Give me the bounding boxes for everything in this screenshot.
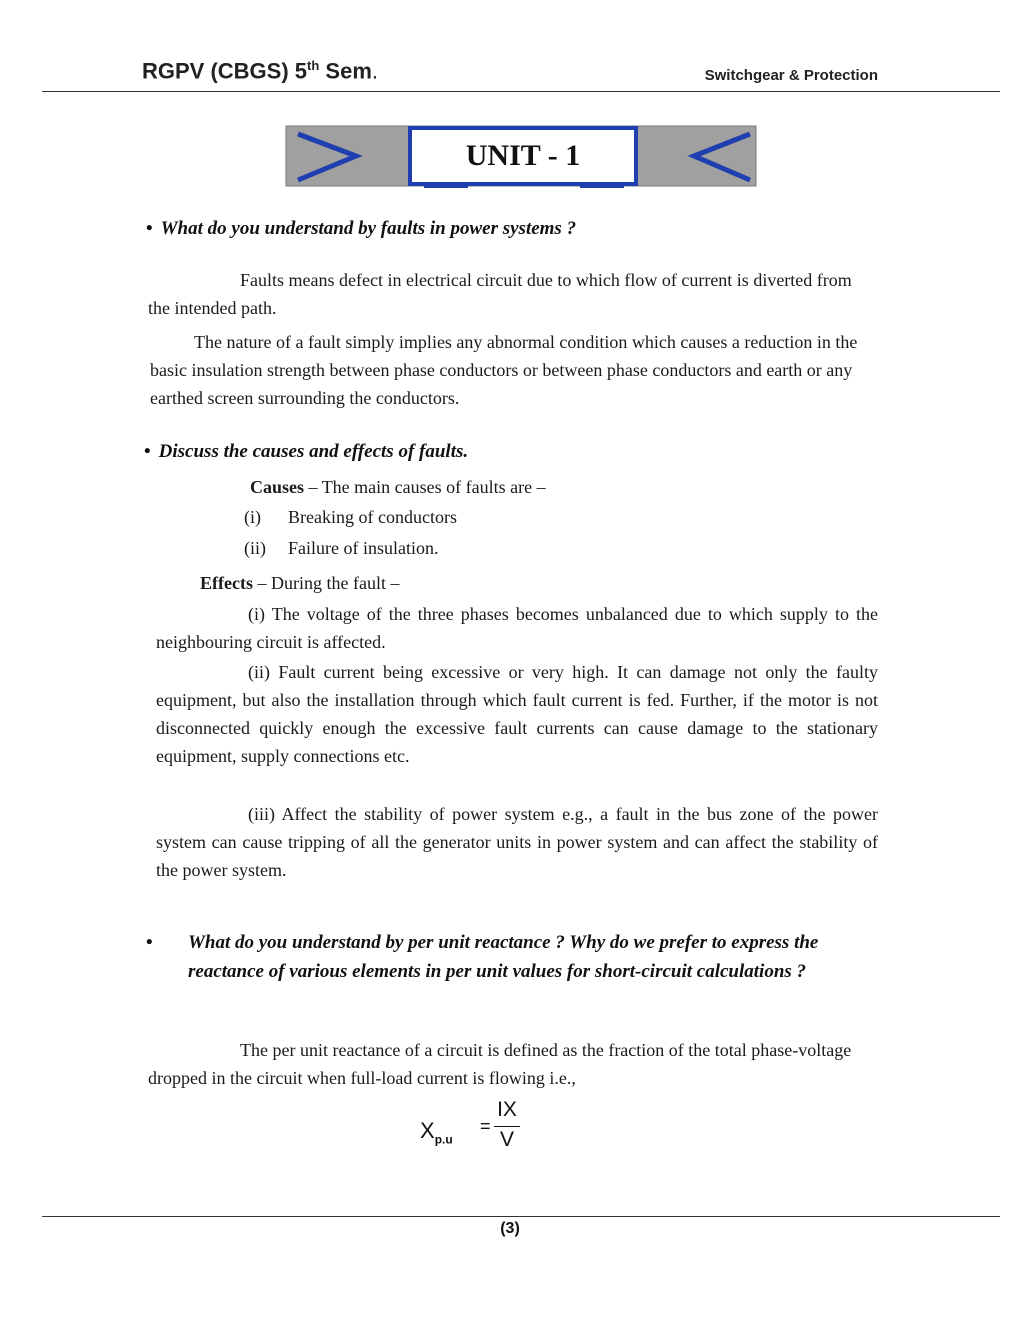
formula-denominator: V	[499, 1128, 514, 1151]
cause-item-1: (i) Breaking of conductors	[244, 507, 457, 527]
bullet-icon: •	[144, 441, 151, 462]
paragraph-per-unit-definition: The per unit reactance of a circuit is defined as the fraction of the total phase-voltage dropped in the circuit when full-load current is flowing i.e.,	[148, 1040, 852, 1088]
header-subject: Switchgear & Protection	[704, 67, 878, 84]
formula-lhs: $X_{p.u}$	[420, 1118, 453, 1147]
cause-item-2: (ii) Failure of insulation.	[244, 538, 439, 558]
paragraph-fault-nature: The nature of a fault simply implies any abnormal condition which causes a reduction in the basic insulation strength between phase conductors or between phase conductors and earth or any earthed screen surrounding the conductors.	[150, 332, 858, 408]
header-divider	[42, 91, 1000, 92]
header-course: RGPV (CBGS) 5th Sem.	[142, 58, 379, 84]
fraction-bar	[494, 1126, 520, 1127]
effects-intro: Effects – During the fault –	[200, 573, 400, 593]
paragraph-fault-definition: Faults means defect in electrical circuit due to which flow of current is diverted from the intended path.	[148, 270, 852, 318]
question-faults: • What do you understand by faults in power systems ?	[146, 218, 577, 239]
unit-title: UNIT - 1	[465, 139, 581, 172]
question-per-unit-reactance: • What do you understand by per unit reactance ? Why do we prefer to express the reactance of various elements in per unit values for short-circuit calculations ?	[146, 928, 886, 986]
causes-intro: Causes – The main causes of faults are –	[250, 477, 546, 497]
effect-item-3: (iii) Affect the stability of power system e.g., a fault in the bus zone of the power system can cause tripping of all the generator units in power system and can affect the stability of the power system.	[156, 804, 878, 880]
page-number: (3)	[500, 1220, 520, 1237]
footer-divider	[42, 1216, 1000, 1217]
formula-equals: =	[480, 1116, 491, 1136]
bullet-icon: •	[146, 218, 153, 239]
bullet-icon: •	[146, 932, 153, 953]
question-causes-effects: • Discuss the causes and effects of faults.	[144, 441, 469, 462]
formula-numerator: IX	[497, 1098, 517, 1121]
effect-item-2: (ii) Fault current being excessive or very high. It can damage not only the faulty equipment, but also the installation through which fault current is fed. Further, if the motor is not disconnected quickly enough the excessive fault currents can cause damage to the stationary equipment, supply connections etc.	[156, 662, 878, 766]
effect-item-1: (i) The voltage of the three phases becomes unbalanced due to which supply to the neighbouring circuit is affected.	[156, 604, 878, 652]
